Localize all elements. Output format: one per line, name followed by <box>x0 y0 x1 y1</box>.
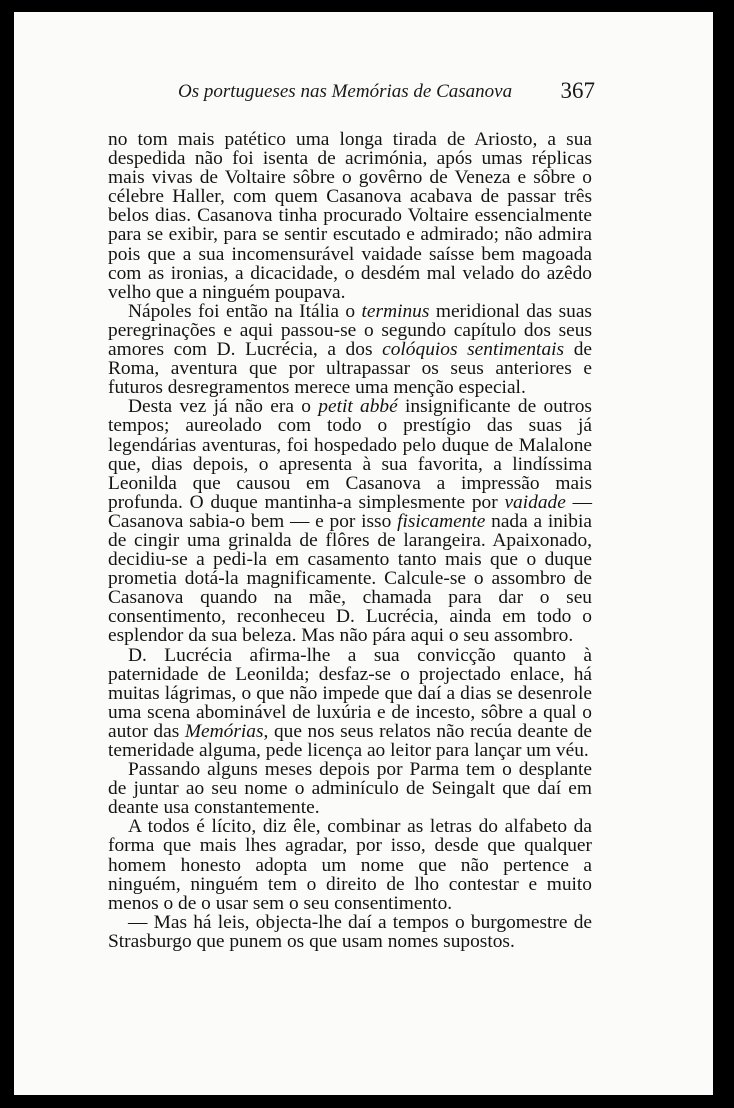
running-title: Os portugueses nas Memórias de Casanova <box>178 81 513 102</box>
page-header <box>114 78 593 106</box>
book-page <box>14 12 713 1095</box>
paragraph-3: Desta vez já não era o petit abbé insignificante de outros tempos; aureolado com todo o prestígio das suas já legendárias aventuras, foi hospedado pelo duque de Malalone que, dias depois, o apresenta à sua favorita, a lindíssima Leonilda que causou em Casanova a impressão mais profunda. O duque mantinha-a simplesmente por vaidade — Casanova sabia-o bem — e por isso fisicamente nada a inibia de cingir uma grinalda de flôres de larangeira. Apaixonado, decidiu-se a pedi-la em casamento tanto mais que o duque prometia dotá-la magnificamente. Calcule-se o assombro de Casanova quando na mãe, chamada para dar o seu consentimento, reconheceu D. Lucrécia, ainda em todo o esplendor da sua beleza. Mas não pára aqui o seu assombro. <box>108 396 593 647</box>
paragraph-6: A todos é lícito, diz êle, combinar as letras do alfabeto da forma que mais lhes agradar, por isso, desde que qualquer homem honesto adopta um nome que não pertence a ninguém, ninguém tem o direito de lho contestar e muito menos o de o usar sem o seu consentimento. <box>108 816 592 914</box>
paragraph-2: Nápoles foi então na Itália o terminus meridional das suas peregrinações e aqui passou-se o segundo capítulo dos seus amores com D. Lucrécia, a dos colóquios sentimentais de Roma, aventura que por ultrapassar os seus anteriores e futuros desregramentos merece uma menção especial. <box>108 300 592 399</box>
paragraph-4: D. Lucrécia afirma-lhe a sua convicção quanto à paternidade de Leonilda; desfaz-se o projectado enlace, há muitas lágrimas, o que não impede que daí a dias se desenrole uma scena abominável de luxúria e de incesto, sôbre a qual o autor das Memórias, que nos seus relatos não recúa deante de temeridade alguma, pede licença ao leitor para lançar um véu. <box>108 644 593 761</box>
paragraph-5: Passando alguns meses depois por Parma tem o desplante de juntar ao seu nome o adminículo de Seingalt que daí em deante usa constantemente. <box>108 759 592 819</box>
page-number: 367 <box>560 78 595 103</box>
paragraph-1: no tom mais patético uma longa tirada de Ariosto, a sua despedida não foi isenta de acrimónia, após umas réplicas mais vivas de Voltaire sôbre o govêrno de Veneza e sôbre o célebre Haller, com quem Casanova acabava de passar três belos dias. Casanova tinha procurado Voltaire essencialmente para se exibir, para se sentir escutado e admirado; não admira pois que a sua incomensurável vaidade saísse bem magoada com as ironias, a dicacidade, o desdém mal velado do azêdo velho que a ninguém poupava. <box>108 129 592 303</box>
body-text <box>108 130 592 951</box>
paragraph-7: — Mas há leis, objecta-lhe daí a tempos o burgomestre de Strasburgo que punem os que usam nomes supostos. <box>108 911 592 952</box>
